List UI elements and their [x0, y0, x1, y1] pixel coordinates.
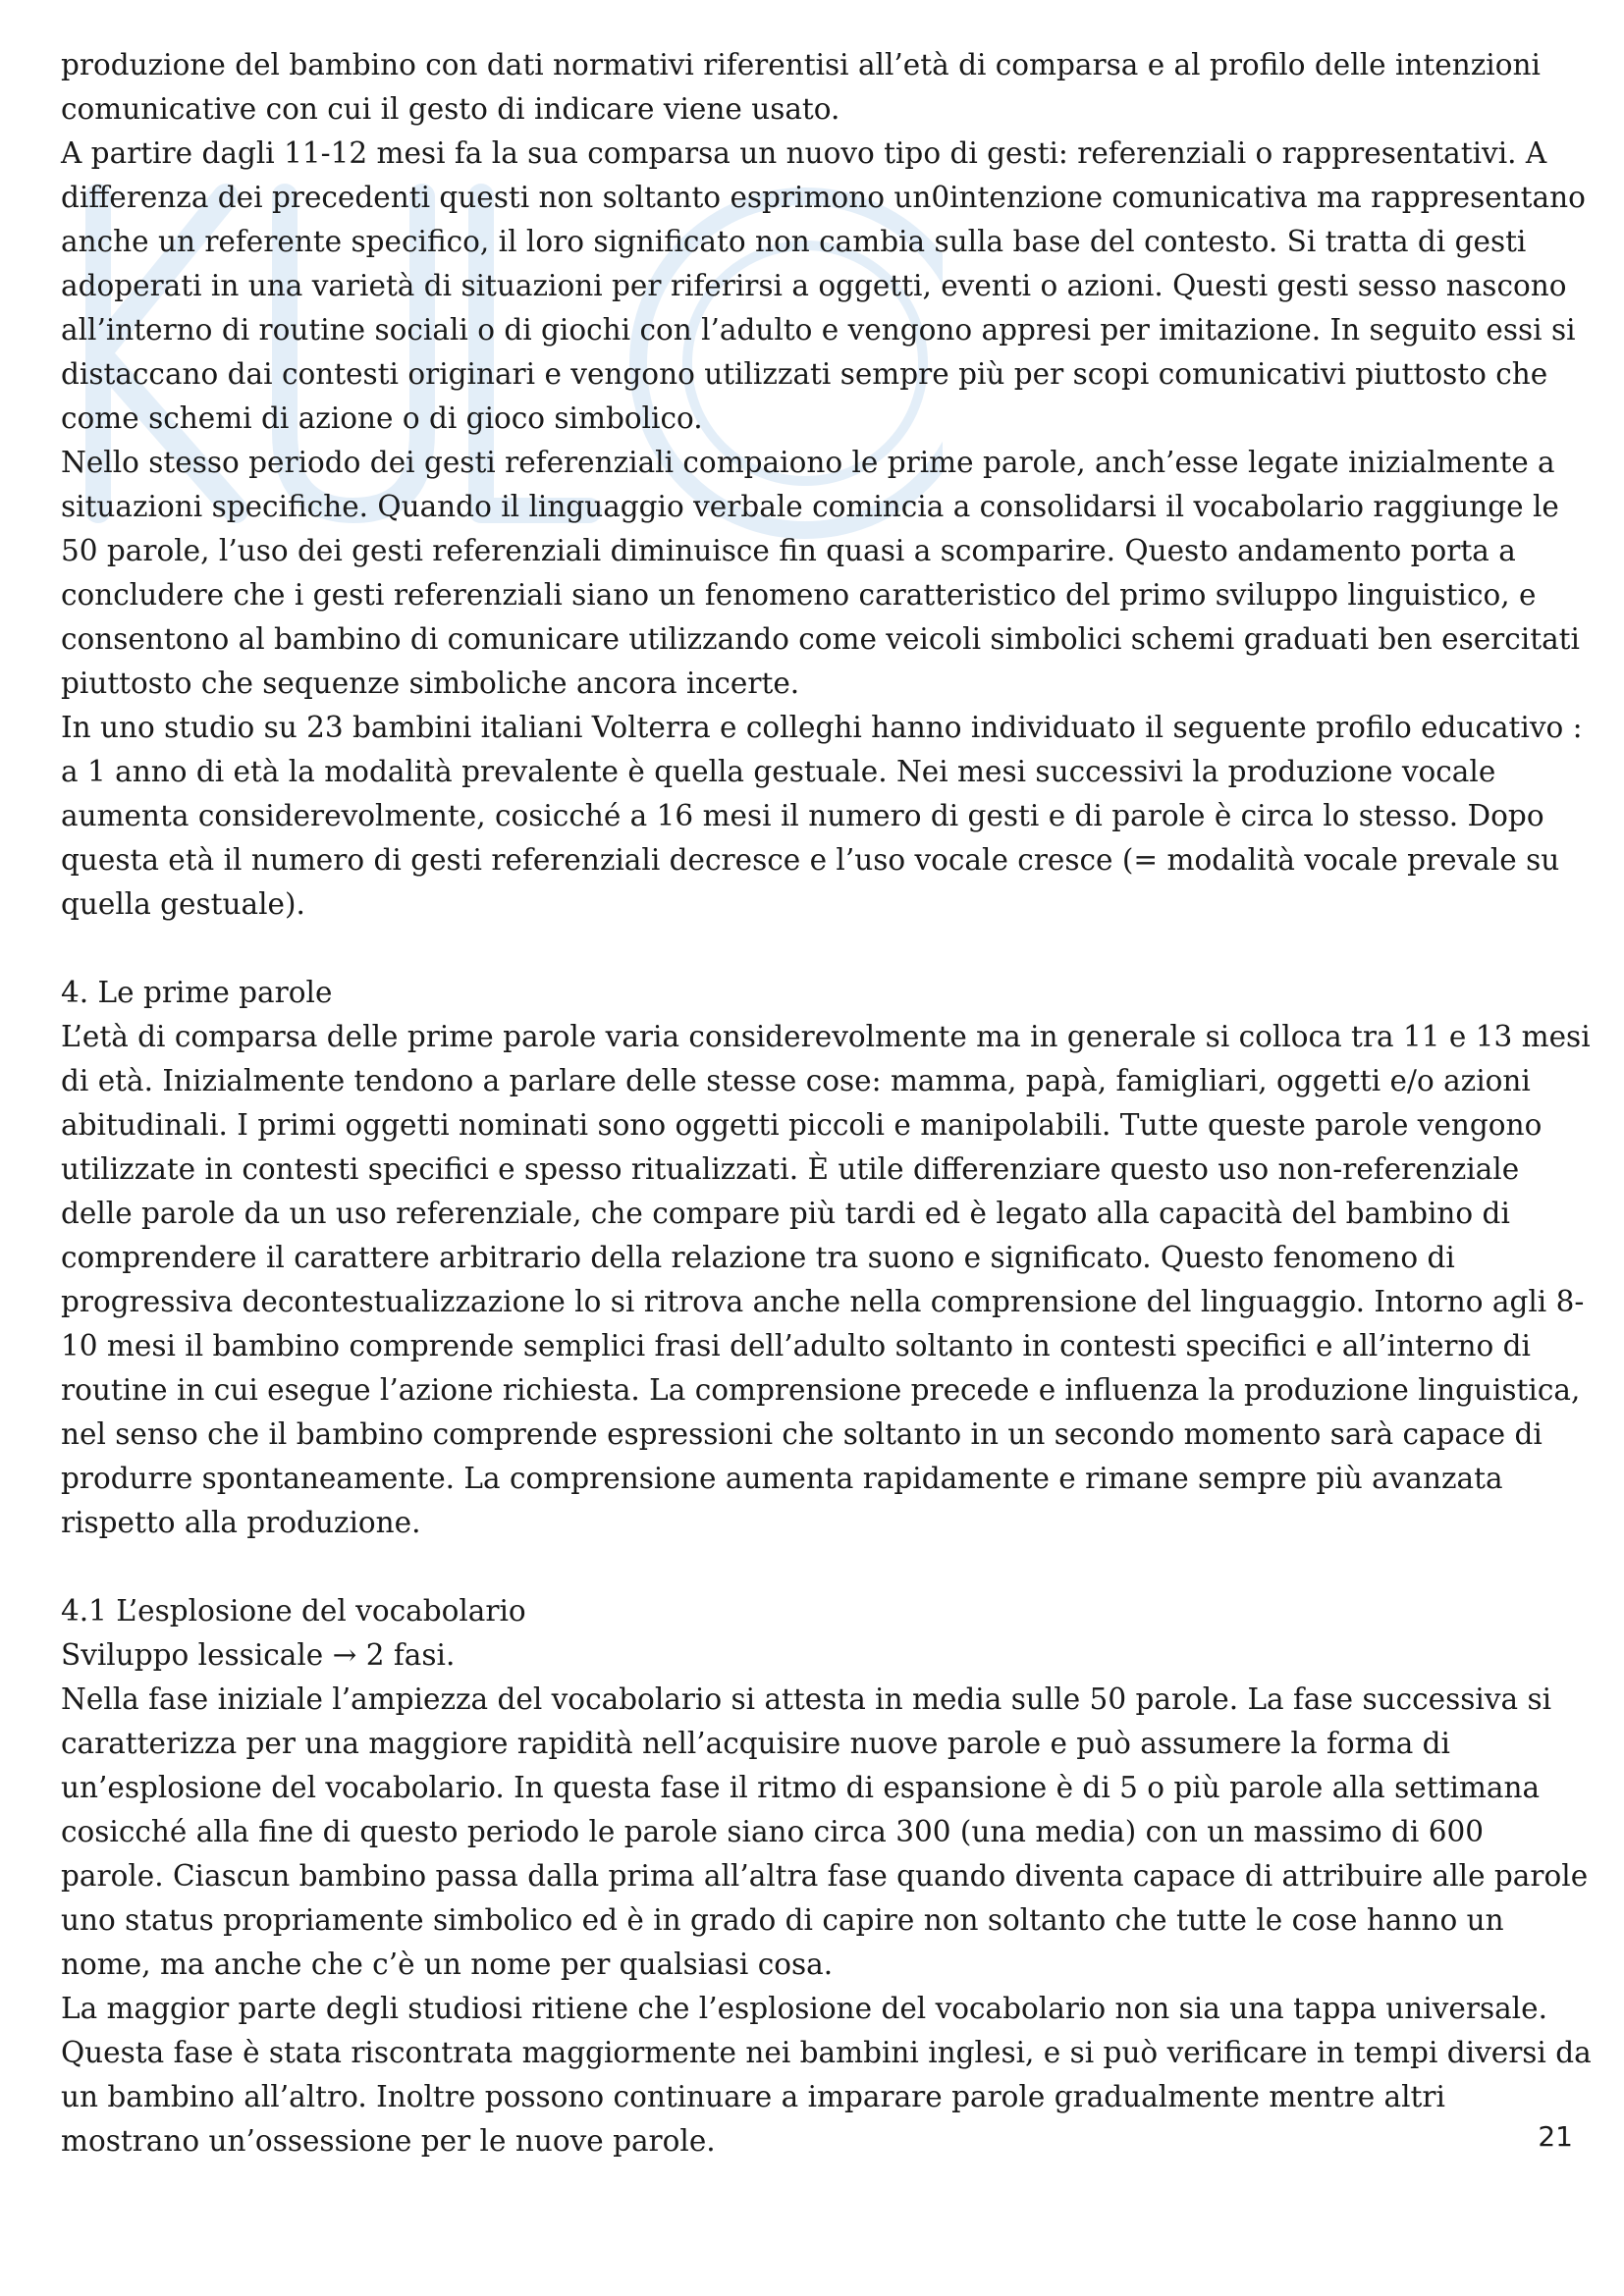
document-body [61, 43, 1593, 2163]
paragraph-vocabulary-phases: Nella fase iniziale l’ampiezza del vocabolario si attesta in media sulle 50 parole. La fase successiva si caratterizza per una maggiore rapidità nell’acquisire nuove parole e può assumere la forma di un’esplosione del vocabolario. In questa fase il ritmo di espansione è di 5 o più parole alla settimana cosicché alla fine di questo periodo le parole siano circa 300 (una media) con un massimo di 600 parole. Ciascun bambino passa dalla prima all’altra fase quando diventa capace di attribuire alle parole uno status propriamente simbolico ed è in grado di capire non soltanto che tutte le cose hanno un nome, ma anche che c’è un nome per qualsiasi cosa. [61, 1682, 1589, 1981]
subheading-sviluppo-lessicale: Sviluppo lessicale → 2 fasi. [61, 1638, 456, 1672]
paragraph-gap [61, 927, 1593, 971]
paragraph-prime-parole: L’età di comparsa delle prime parole varia considerevolmente ma in generale si colloca tra 11 e 13 mesi di età. Inizialmente tendono a parlare delle stesse cose: mamma, papà, famigliari, oggetti e/o azioni abitudinali. I primi oggetti nominati sono oggetti piccoli e manipolabili. Tutte queste parole vengono utilizzate in contesti specifici e spesso ritualizzati. È utile differenziare questo uso non-referenziale delle parole da un uso referenziale, che compare più tardi ed è legato alla capacità del bambino di comprendere il carattere arbitrario della relazione tra suono e significato. Questo fenomeno di progressiva decontestualizzazione lo si ritrova anche nella comprensione del linguaggio. Intorno agli 8-10 mesi il bambino comprende semplici frasi dell’adulto soltanto in contesti specifici e all’interno di routine in cui esegue l’azione richiesta. La comprensione precede e influenza la produzione linguistica, nel senso che il bambino comprende espressioni che soltanto in un secondo momento sarà capace di produrre spontaneamente. La comprensione aumenta rapidamente e rimane sempre più avanzata rispetto alla produzione. [61, 1020, 1591, 1539]
section-heading-esplosione-vocabolario: 4.1 L’esplosione del vocabolario [61, 1594, 526, 1628]
paragraph-volterra-study: In uno studio su 23 bambini italiani Volterra e colleghi hanno individuato il seguente profilo educativo : a 1 anno di età la modalità prevalente è quella gestuale. Nei mesi successivi la produzione vocale aumenta considerevolmente, cosicché a 16 mesi il numero di gesti e di parole è circa lo stesso. Dopo questa età il numero di gesti referenziali decresce e l’uso vocale cresce (= modalità vocale prevale su quella gestuale). [61, 711, 1583, 921]
paragraph-gap [61, 1545, 1593, 1589]
paragraph-continuation: produzione del bambino con dati normativi riferentisi all’età di comparsa e al profilo delle intenzioni comunicative con cui il gesto di indicare viene usato. [61, 48, 1541, 126]
page-number: 21 [1538, 2120, 1573, 2153]
paragraph-vocabulary-universality: La maggior parte degli studiosi ritiene che l’esplosione del vocabolario non sia una tappa universale. Questa fase è stata riscontrata maggiormente nei bambini inglesi, e si può verificare in tempi diversi da un bambino all’altro. Inoltre possono continuare a imparare parole gradualmente mentre altri mostrano un’ossessione per le nuove parole. [61, 1992, 1592, 2158]
paragraph-first-words-period: Nello stesso periodo dei gesti referenziali compaiono le prime parole, anch’esse legate inizialmente a situazioni specifiche. Quando il linguaggio verbale comincia a consolidarsi il vocabolario raggiunge le 50 parole, l’uso dei gesti referenziali diminuisce fin quasi a scomparire. Questo andamento porta a concludere che i gesti referenziali siano un fenomeno caratteristico del primo sviluppo linguistico, e consentono al bambino di comunicare utilizzando come veicoli simbolici schemi graduati ben esercitati piuttosto che sequenze simboliche ancora incerte. [61, 446, 1580, 700]
section-heading-prime-parole: 4. Le prime parole [61, 976, 333, 1009]
paragraph-referential-gestures: A partire dagli 11-12 mesi fa la sua comparsa un nuovo tipo di gesti: referenziali o rappresentativi. A differenza dei precedenti questi non soltanto esprimono un0intenzione comunicativa ma rappresentano anche un referente specifico, il loro significato non cambia sulla base del contesto. Si tratta di gesti adoperati in una varietà di situazioni per riferirsi a oggetti, eventi o azioni. Questi gesti sesso nascono all’interno di routine sociali o di giochi con l’adulto e vengono appresi per imitazione. In seguito essi si distaccano dai contesti originari e vengono utilizzati sempre più per scopi comunicativi piuttosto che come schemi di azione o di gioco simbolico. [61, 136, 1586, 435]
